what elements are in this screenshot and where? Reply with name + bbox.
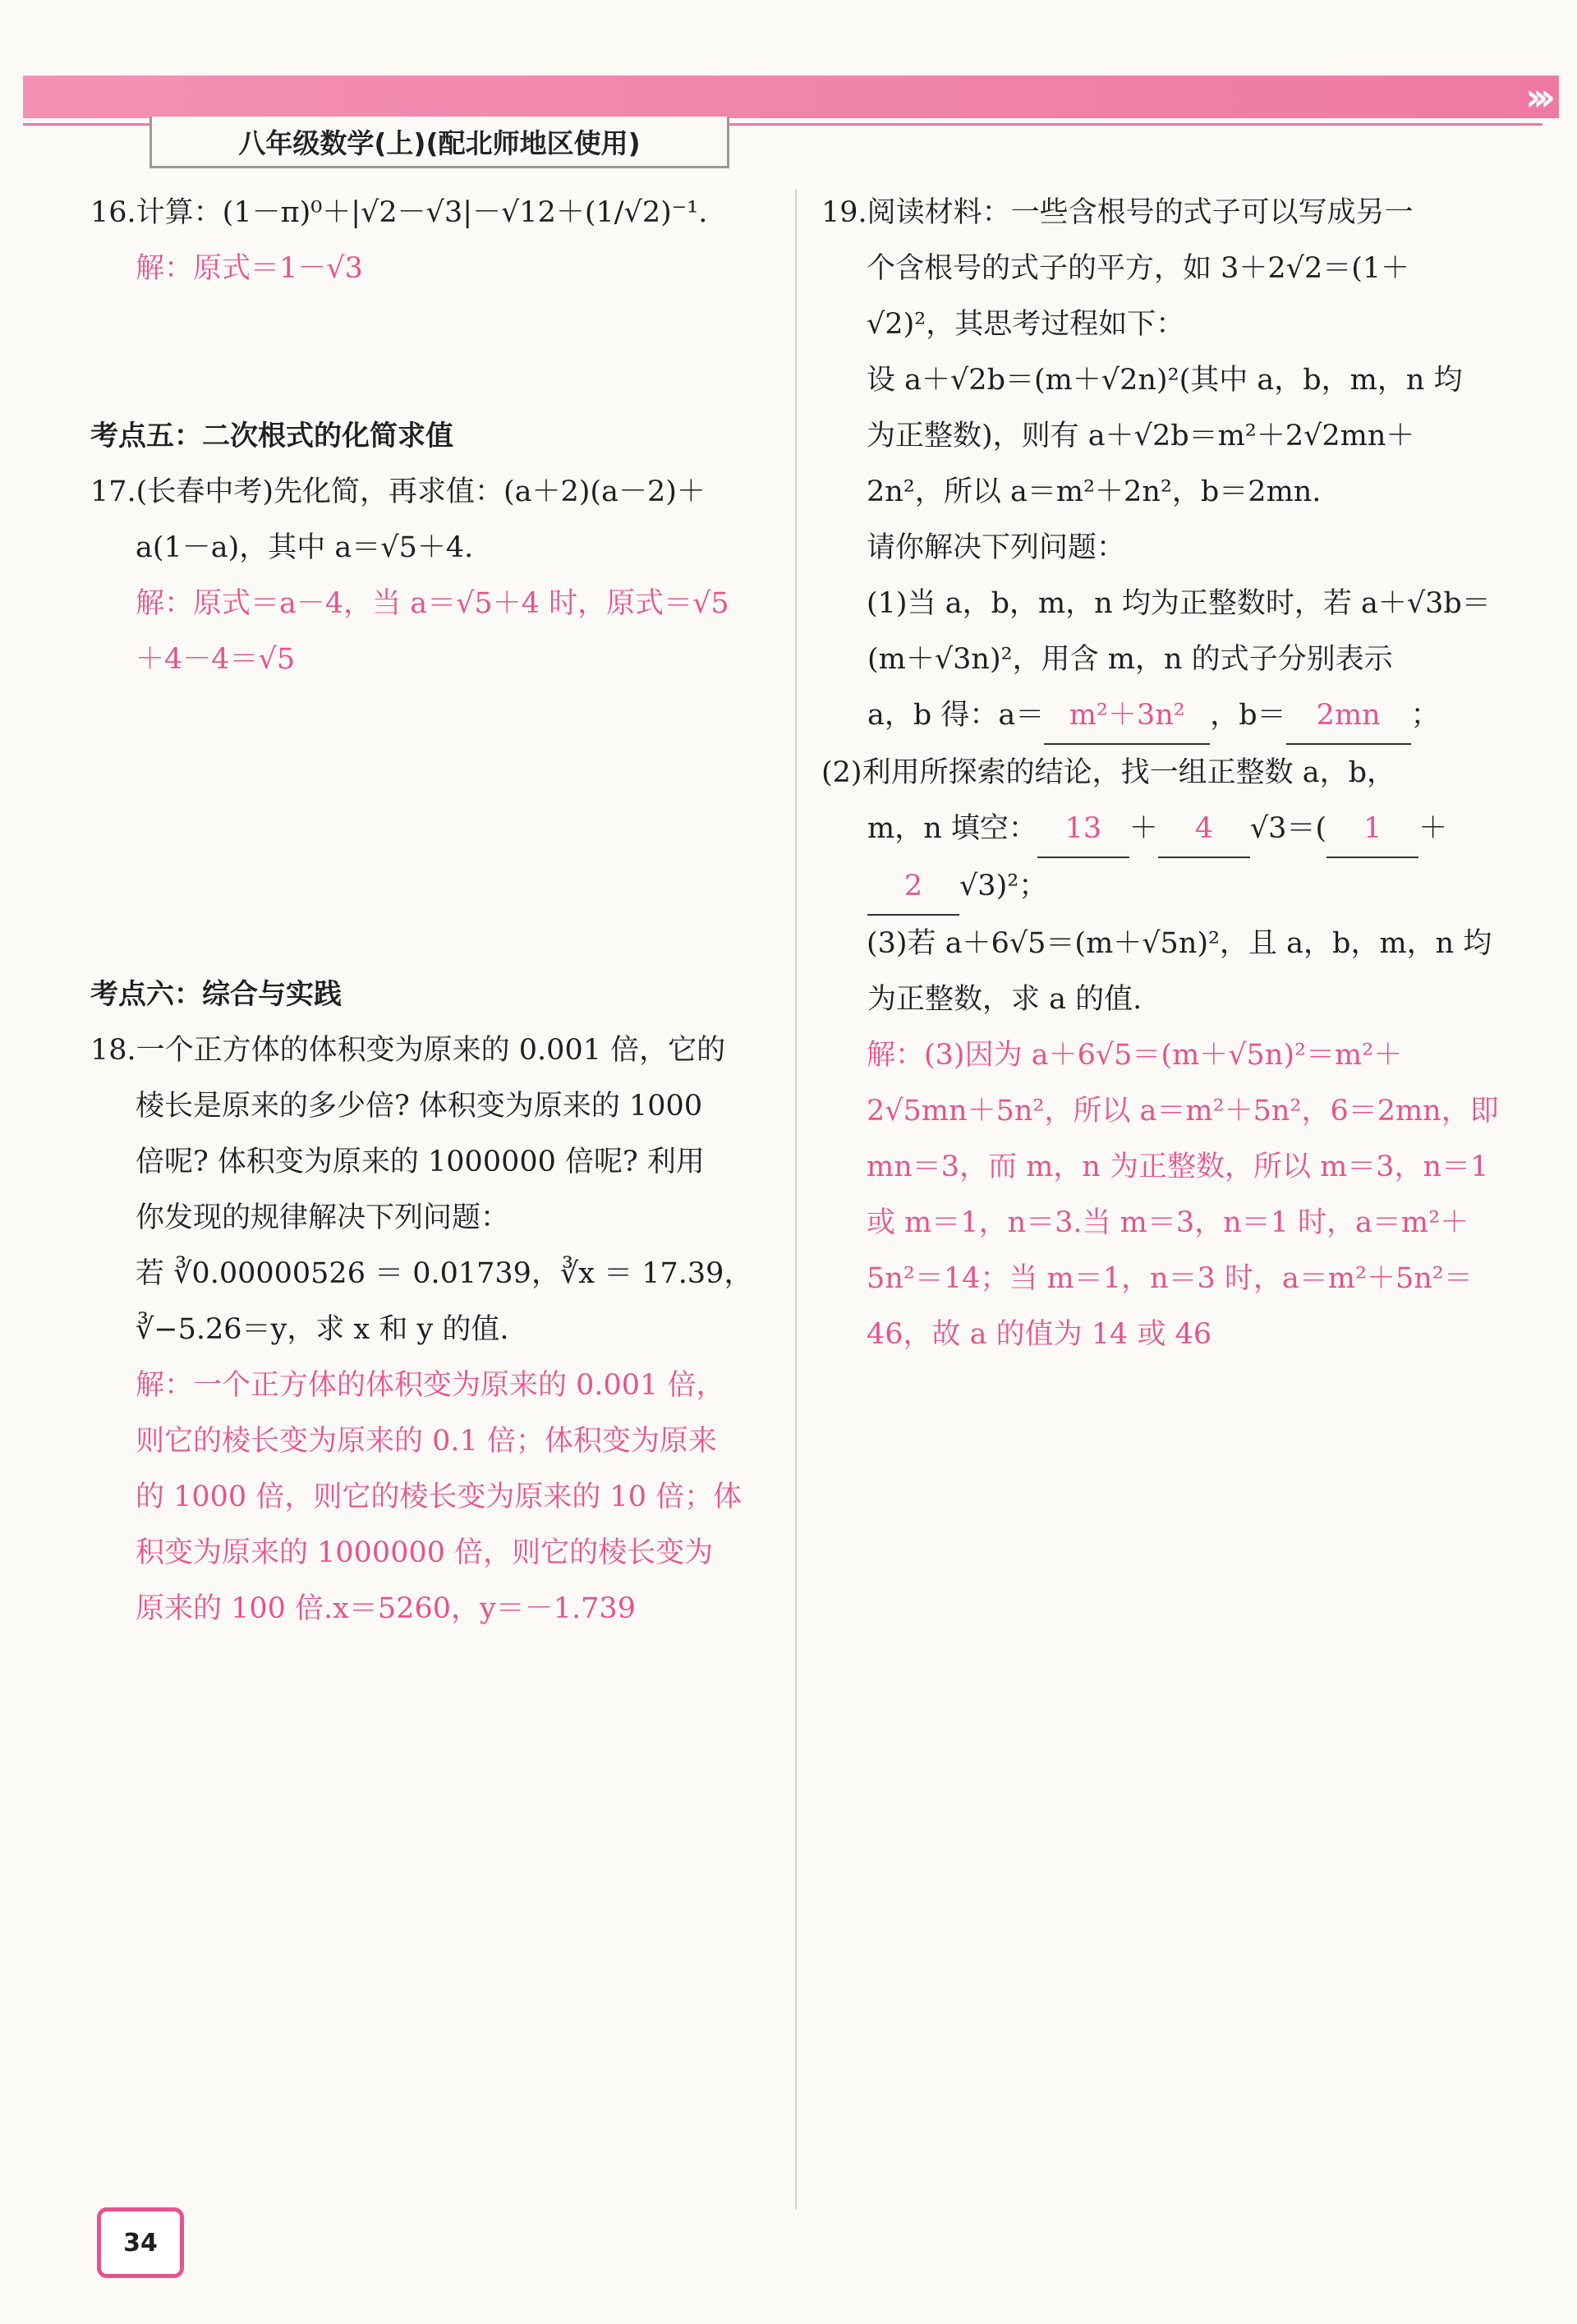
answer-line: 或 m＝1，n＝3.当 m＝3，n＝1 时，a＝m²＋ [867,1206,1469,1239]
answer-line: 解：原式＝1－√3 [136,252,363,285]
text: ，b＝ [1210,699,1286,732]
question-line: 为正整数)，则有 a＋√2b＝m²＋2√2mn＋ [867,420,1415,452]
text: ＋ [1418,812,1448,845]
question-line: ∛−5.26＝y，求 x 和 y 的值. [136,1313,509,1346]
question-line: 若 ∛0.00000526 ＝ 0.01739，∛x ＝ 17.39， [136,1257,753,1290]
answer-blank-b: 2mn [1286,687,1411,745]
text: √3＝( [1249,812,1327,845]
answer-line: 则它的棱长变为原来的 0.1 倍；体积变为原来 [136,1425,717,1458]
question-line: (1)当 a，b，m，n 均为正整数时，若 a＋√3b＝ [867,587,1491,620]
answer-line: 的 1000 倍，则它的棱长变为原来的 10 倍；体 [136,1481,743,1513]
text: ； [1410,699,1440,732]
section-heading: 考点五：二次根式的化简求值 [90,420,453,452]
answer-blank-a: m²＋3n² [1044,687,1210,745]
spacer [90,687,772,743]
text: m，n 填空： [867,812,1037,845]
spacer [90,352,772,408]
answer-line: 解：(3)因为 a＋6√5＝(m＋√5n)²＝m²＋ [867,1039,1403,1072]
header-banner [23,76,1559,118]
spacer [90,296,772,352]
right-column [821,185,1503,1362]
answer-blank-4: 2 [867,858,959,916]
text: √3)²； [959,870,1048,903]
q19-part2-line: (2)利用所探索的结论，找一组正整数 a，b， [821,756,1395,789]
question-line: 你发现的规律解决下列问题： [136,1201,510,1234]
question-line: a(1－a)，其中 a＝√5＋4. [136,531,474,564]
question-line: √2)²，其思考过程如下： [867,308,1185,341]
chevron-right-icon: ››› [1525,75,1547,119]
question-line: 棱长是原来的多少倍? 体积变为原来的 1000 [136,1090,703,1123]
question-19-intro [821,185,1503,687]
page-number: 34 [97,2207,184,2278]
question-line: 2n²，所以 a＝m²＋2n²，b＝2mn. [867,475,1322,508]
section-heading: 考点六：综合与实践 [90,978,342,1011]
answer-blank-2: 4 [1158,801,1250,858]
answer-line: 解：原式＝a－4，当 a＝√5＋4 时，原式＝√5 [136,587,729,620]
spacer [90,743,772,799]
answer-line: 原来的 100 倍.x＝5260，y＝－1.739 [136,1592,636,1625]
answer-line: 5n²＝14；当 m＝1，n＝3 时，a＝m²＋5n²＝ [867,1262,1473,1295]
answer-line: 46，故 a 的值为 14 或 46 [867,1318,1212,1351]
spacer [90,911,772,967]
spacer [90,855,772,911]
spacer [90,799,772,855]
q19-part2-fill-line [821,801,1503,858]
q19-part2-fill-line-2 [821,858,1503,916]
question-line: (m＋√3n)²，用含 m，n 的式子分别表示 [867,643,1393,676]
q19-part1-answer-line [821,687,1503,745]
column-divider [795,189,797,2209]
book-title: 八年级数学(上)(配北师地区使用) [149,117,729,168]
question-line: 16.计算：(1－π)⁰＋|√2－√3|－√12＋(1/√2)⁻¹. [90,196,708,229]
question-line: 个含根号的式子的平方，如 3＋2√2＝(1＋ [867,252,1410,285]
answer-line: mn＝3，而 m，n 为正整数，所以 m＝3，n＝1 [867,1151,1489,1183]
left-column [90,185,772,1637]
answer-blank-3: 1 [1326,801,1418,858]
question-line: 倍呢? 体积变为原来的 1000000 倍呢? 利用 [136,1146,705,1178]
question-line: (3)若 a＋6√5＝(m＋√5n)²，且 a，b，m，n 均 [867,927,1492,960]
text: ＋ [1129,812,1158,845]
question-line: 请你解决下列问题： [867,531,1126,564]
question-line: 19.阅读材料：一些含根号的式子可以写成另一 [821,196,1414,229]
question-line: 17.(长春中考)先化简，再求值：(a＋2)(a－2)＋ [90,475,706,508]
question-line: 18.一个正方体的体积变为原来的 0.001 倍，它的 [90,1034,726,1067]
answer-line: 2√5mn＋5n²，所以 a＝m²＋5n²，6＝2mn，即 [867,1095,1499,1128]
question-line: 为正整数，求 a 的值. [867,983,1143,1016]
text: a，b 得：a＝ [867,699,1045,732]
question-19-part3 [821,916,1503,1362]
answer-blank-1: 13 [1037,801,1129,858]
answer-line: 积变为原来的 1000000 倍，则它的棱长变为 [136,1536,714,1569]
answer-line: ＋4－4＝√5 [136,643,296,676]
question-line: 设 a＋√2b＝(m＋√2n)²(其中 a，b，m，n 均 [867,364,1463,397]
answer-line: 解：一个正方体的体积变为原来的 0.001 倍， [136,1369,725,1402]
